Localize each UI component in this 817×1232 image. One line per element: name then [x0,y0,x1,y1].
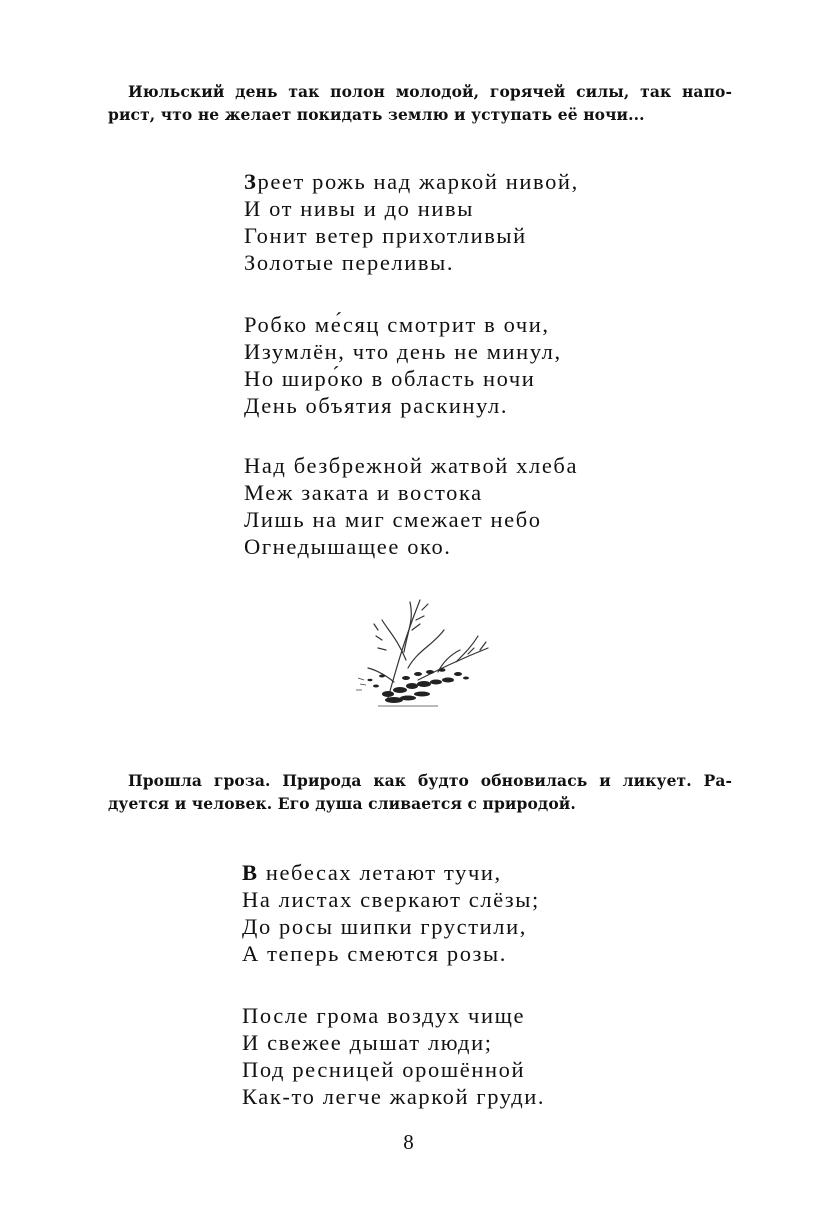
verse-line: Гонит ветер прихотливый [244,223,527,248]
intro-line: рист, что не желает покидать землю и уступать её ночи... [108,105,645,124]
verse-line: После грома воздух чище [242,1003,526,1028]
verse-line [242,859,540,886]
verse-line: День объятия раскинул. [244,393,509,418]
verse-text: реет рожь над жаркой нивой, [257,169,579,194]
verse-line: Робко ме́сяц смотрит в очи, [244,312,550,337]
poem-1-stanza-2 [244,311,562,419]
intro-paragraph-storm [108,769,732,815]
verse-line: И свежее дышат люди; [242,1030,493,1055]
verse-line: Над безбрежной жатвой хлеба [244,453,579,478]
verse-text: небесах летают тучи, [258,860,502,885]
intro-line: Июльский день так полон молодой, горячей силы, так напо- [128,82,732,101]
verse-line: На листах сверкают слёзы; [242,887,540,912]
poem-2-stanza-1 [242,859,540,967]
verse-line: А теперь смеются розы. [242,941,507,966]
bush-sketch-icon [348,590,498,720]
verse-line: Огнедышащее око. [244,534,452,559]
drop-cap: В [242,860,259,885]
drop-cap: З [244,169,258,194]
verse-line [244,168,579,195]
poem-1-stanza-1 [244,168,579,276]
verse-line: Под ресницей орошённой [242,1057,526,1082]
intro-line: дуется и человек. Его душа сливается с природой. [108,794,576,813]
verse-line: До росы шипки грустили, [242,914,528,939]
verse-line: Лишь на миг смежает небо [244,507,542,532]
verse-line: И от нивы и до нивы [244,196,474,221]
verse-line: Золотые переливы. [244,250,455,275]
poem-2-stanza-2 [242,1002,545,1110]
poem-1-stanza-3 [244,452,578,560]
intro-line: Прошла гроза. Природа как будто обновилась и ликует. Ра- [128,771,732,790]
verse-line: Как-то легче жаркой груди. [242,1084,546,1109]
intro-paragraph-july [108,80,732,126]
page-number: 8 [403,1130,414,1154]
verse-line: Меж заката и востока [244,480,483,505]
verse-line: Но широ́ко в область ночи [244,366,536,391]
verse-line: Изумлён, что день не минул, [244,339,562,364]
